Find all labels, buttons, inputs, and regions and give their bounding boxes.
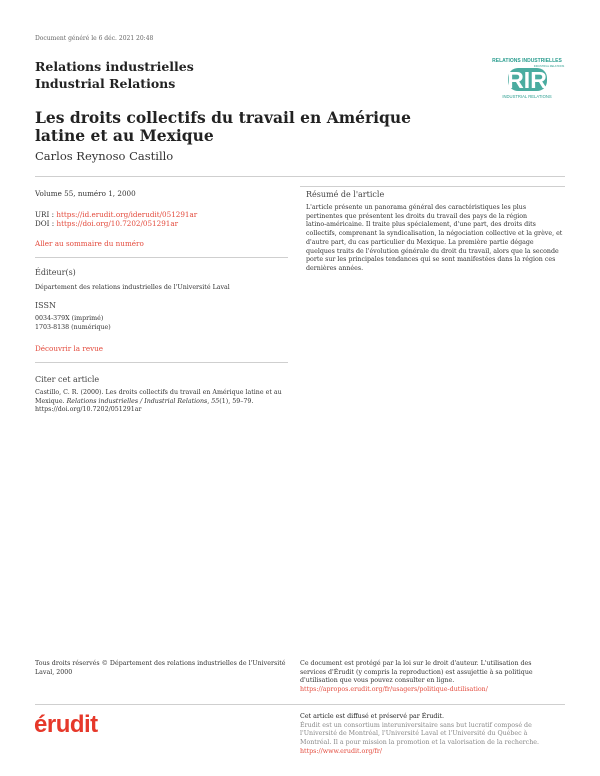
citation-sep: , [207,397,212,405]
about-line-1: Érudit est un consortium interuniversitaire sans but lucratif composé de [300,721,532,729]
rights-notice [35,660,295,677]
citation-journal: Relations industrielles / Industrial Relations [66,397,208,405]
divider-1 [35,257,288,258]
abstract-text [306,204,568,274]
volume-info: Volume 55, numéro 1, 2000 [35,189,136,198]
header-divider [35,176,565,177]
rights-line-1: Tous droits réservés © Département des relations industrielles de l'Université [35,660,286,667]
abstract-line: porte sur les principales tendances qui se sont manifestées dans la région ces [306,256,556,264]
copyright-notice [300,660,568,695]
abstract-label: Résumé de l'article [306,190,385,199]
erudit-site-link[interactable]: https://www.erudit.org/fr/ [300,747,382,755]
issn-digital: 1703-8138 (numérique) [35,324,111,331]
generated-date: Document généré le 6 déc. 2021 20:48 [35,35,154,42]
abstract-line: L'article présente un panorama général des caractéristiques les plus [306,204,527,211]
journal-title-en: Industrial Relations [35,76,176,91]
about-line-3: Montréal. Il a pour mission la promotion et la valorisation de la recherche. [300,739,539,747]
copyright-line-3: d'utilisation que vous pouvez consulter en ligne. [300,677,455,685]
about-line-2: l'Université de Montréal, l'Université Laval et l'Université du Québec à [300,730,528,738]
citation-line-3: https://doi.org/10.7202/051291ar [35,406,142,414]
copyright-line-1: Ce document est protégé par la loi sur le droit d'auteur. L'utilisation des [300,660,532,667]
uri-label: URI : [35,210,57,219]
citation-volume: 55 [211,397,220,405]
citation-line-2 [35,398,295,407]
article-title: Les droits collectifs du travail en Amérique latine et au Mexique [35,108,412,145]
logo-top2-text: INDUSTRIAL RELATIONS [533,65,565,68]
publisher-name: Département des relations industrielles de l'Université Laval [35,284,230,291]
journal-logo[interactable] [484,56,570,100]
abstract-line: latino-américaine. Il traite plus spécialement, d'une part, des droits dits [306,221,536,229]
abstract-divider [300,186,565,187]
issn-label: ISSN [35,301,56,310]
citation [35,389,295,415]
abstract-line: d'autre part, du cas particulier du Mexique. La première partie dégage [306,238,534,246]
rir-logo-icon [484,56,570,100]
uri-link[interactable]: https://id.erudit.org/iderudit/051291ar [56,210,198,219]
erudit-info [300,713,568,757]
doi-label: DOI : [35,219,57,228]
copyright-line-2: services d'Érudit (y compris la reproduction) est assujettie à sa politique [300,668,533,676]
logo-bottom-text: INDUSTRIAL RELATIONS [502,94,552,99]
journal-title-fr: Relations industrielles [35,59,194,74]
discover-journal-link[interactable]: Découvrir la revue [35,344,104,353]
abstract-line: dernières années. [306,264,364,272]
toc-link[interactable]: Aller au sommaire du numéro [35,239,144,248]
abstract-line: collectifs, comprenant la syndicalisation, la négociation collective et la grève, et [306,230,563,238]
journal-title [35,58,194,92]
policy-link[interactable]: https://apropos.erudit.org/fr/usagers/politique-dutilisation/ [300,686,488,694]
rights-line-2: Laval, 2000 [35,668,73,676]
divider-2 [35,362,288,363]
abstract-line: pertinentes que présentent les droits du travail des pays de la région [306,212,528,220]
doi-line [35,219,178,229]
diffusion-note: Cet article est diffusé et préservé par Érudit. [300,713,444,720]
citation-pages: (1), 59–79. [219,397,254,405]
article-author: Carlos Reynoso Castillo [35,149,174,163]
cite-label: Citer cet article [35,375,100,384]
issn-print: 0034-379X (imprimé) [35,315,104,322]
citation-line-1: Castillo, C. R. (2000). Les droits collectifs du travail en Amérique latine et au [35,389,282,396]
erudit-logo[interactable]: érudit [34,711,98,738]
abstract-line: quelques traits de l'évolution générale du droit du travail, alors que la seconde [306,247,559,255]
footer-divider [35,704,565,705]
publisher-label: Éditeur(s) [35,268,76,277]
logo-top-text: RELATIONS INDUSTRIELLES [492,58,562,64]
doi-link[interactable]: https://doi.org/10.7202/051291ar [56,219,179,228]
citation-journal-prefix: Mexique. [35,397,67,405]
logo-mark-text: RIR [507,67,547,93]
